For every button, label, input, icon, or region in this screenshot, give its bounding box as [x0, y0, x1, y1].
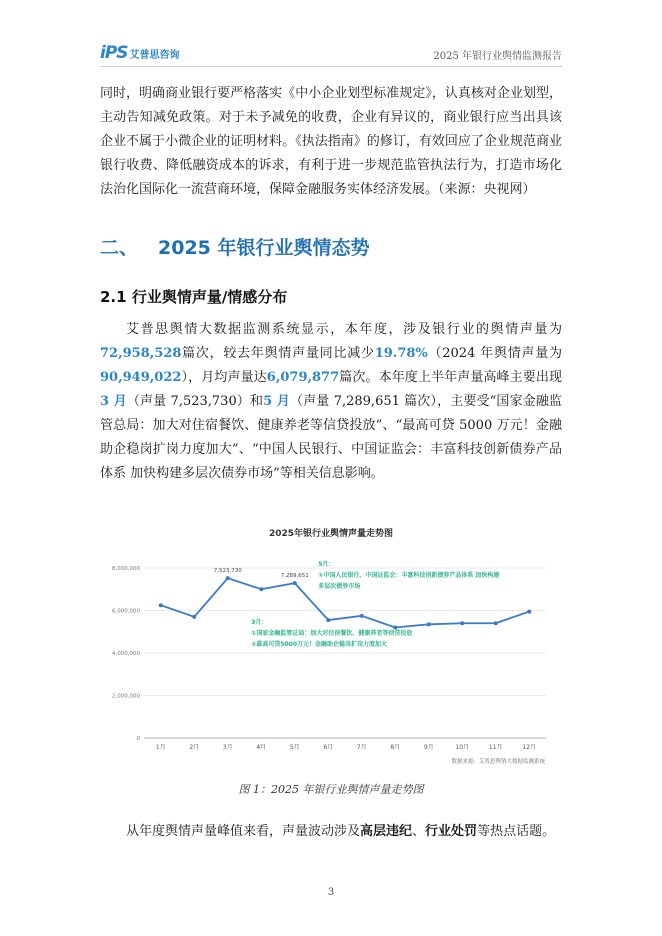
annotation-text: 5月： — [318, 561, 335, 568]
x-tick-label: 1月 — [155, 744, 166, 751]
section-heading — [100, 233, 370, 260]
volume-trend-chart — [100, 520, 562, 776]
chart-svg — [100, 520, 562, 776]
x-tick-label: 3月 — [222, 744, 233, 751]
logo-text: 艾普思咨询 — [129, 49, 180, 61]
peak2-month: 5 月 — [263, 394, 291, 409]
x-tick-label: 11月 — [488, 744, 503, 751]
subsection-title: 行业舆情声量/情感分布 — [131, 288, 288, 306]
closing-sep: 、 — [412, 824, 426, 839]
section-number: 二、 — [100, 237, 139, 259]
y-tick-label: 4,000,000 — [112, 651, 140, 657]
hot-topic-2: 行业处罚 — [425, 824, 478, 839]
body-text-6: （声量 7,523,730）和 — [126, 394, 264, 409]
page-header — [100, 40, 562, 67]
data-point — [326, 618, 330, 622]
body-text-5: 篇次。本年度上半年声量高峰主要出现 — [339, 370, 562, 385]
x-tick-label: 10月 — [455, 744, 470, 751]
body-paragraph — [100, 318, 562, 486]
data-point — [293, 581, 297, 585]
figure-caption: 图 1：2025 年银行业舆情声量走势图 — [238, 783, 424, 796]
subsection-heading — [100, 286, 287, 307]
y-tick-label: 2,000,000 — [112, 693, 140, 700]
y-tick-label: 8,000,000 — [112, 566, 140, 572]
yoy-change: 19.78% — [374, 346, 428, 361]
annotation-text: ①国家金融监管总局：加大对住宿餐饮、健康养老等信贷投放 — [251, 630, 413, 637]
data-point — [192, 615, 196, 619]
data-point — [159, 603, 163, 607]
intro-paragraph: 同时，明确商业银行要严格落实《中小企业划型标准规定》，认真核对企业划型，主动告知减免政策。对于未予减免的收费，企业有异议的，商业银行应当出具该企业不属于小微企业的证明材料。《执法指南》的修订，有效回应了企业规范商业银行收费、降低融资成本的诉求，有利于进一步规范监管执法行为，打造市场化法治化国际化一流营商环境，保障金融服务实体经济发展。（来源：央视网） — [100, 86, 562, 197]
x-tick-label: 5月 — [289, 744, 300, 751]
x-tick-label: 6月 — [323, 744, 334, 751]
total-volume: 72,958,528 — [100, 346, 182, 361]
data-point — [360, 614, 364, 618]
body-text-2: 篇次，较去年舆情声量同比减少 — [181, 346, 375, 361]
data-point — [460, 621, 464, 625]
subsection-number: 2.1 — [100, 288, 127, 306]
chart-source-note: 数据来源：艾普思舆情大数据监测系统 — [451, 759, 545, 765]
annotation-text: 多层次债券市场 — [318, 583, 361, 590]
closing-text-1: 从年度舆情声量峰值来看，声量波动涉及 — [126, 824, 361, 839]
body-text-1: 艾普思舆情大数据监测系统显示，本年度，涉及银行业的舆情声量为 — [126, 322, 562, 337]
data-point — [393, 626, 397, 630]
x-tick-label: 4月 — [256, 744, 267, 751]
section-title: 2025 年银行业舆情态势 — [158, 237, 370, 259]
annotation-text: 3月： — [251, 619, 268, 626]
annotation-text: ②最高可贷5000万元！金融助企稳岗扩岗力度加大 — [251, 641, 388, 648]
x-tick-label: 12月 — [522, 744, 537, 751]
closing-paragraph — [100, 820, 562, 844]
body-text-4: ），月均声量达 — [181, 370, 267, 385]
data-label: 7,523,730 — [213, 568, 242, 575]
data-point — [427, 622, 431, 626]
logo-mark: iPS — [100, 43, 128, 63]
data-point — [527, 610, 531, 614]
x-tick-label: 7月 — [356, 744, 367, 751]
logo — [100, 42, 180, 64]
y-tick-label: 6,000,000 — [112, 608, 140, 615]
hot-topic-1: 高层违纪 — [360, 824, 413, 839]
x-tick-label: 9月 — [423, 744, 434, 751]
y-tick-label: 0 — [136, 736, 140, 742]
data-point — [259, 587, 263, 591]
annotation-text: ①中国人民银行、中国证监会：丰富科技创新债券产品体系 加快构建 — [318, 572, 500, 579]
data-label: 7,289,651 — [280, 573, 309, 580]
x-tick-label: 2月 — [189, 744, 200, 751]
monthly-avg: 6,079,877 — [266, 370, 340, 385]
prev-volume: 90,949,022 — [100, 370, 182, 385]
x-tick-label: 8月 — [390, 744, 401, 751]
data-point — [494, 621, 498, 625]
peak1-month: 3 月 — [100, 394, 127, 409]
closing-text-2: 等热点话题。 — [477, 824, 556, 839]
data-point — [226, 576, 230, 580]
body-text-7: （声量 7,289,651 篇次），主要受“国家金融监管总局：加大对住宿餐饮、健康养老等信贷投放”、“最高可贷 5000 万元！金融助企稳岗扩岗力度加大”、“中国人民银行、中国证监会：丰富科技创新债券产品体系 加快构建多层次债券市场”等相关信息影响。 — [100, 394, 562, 481]
chart-title: 2025年银行业舆情声量走势图 — [268, 529, 394, 539]
page-number: 3 — [327, 887, 335, 898]
header-title: 2025 年银行业舆情监测报告 — [433, 51, 562, 62]
body-text-3: （2024 年舆情声量为 — [427, 346, 562, 361]
